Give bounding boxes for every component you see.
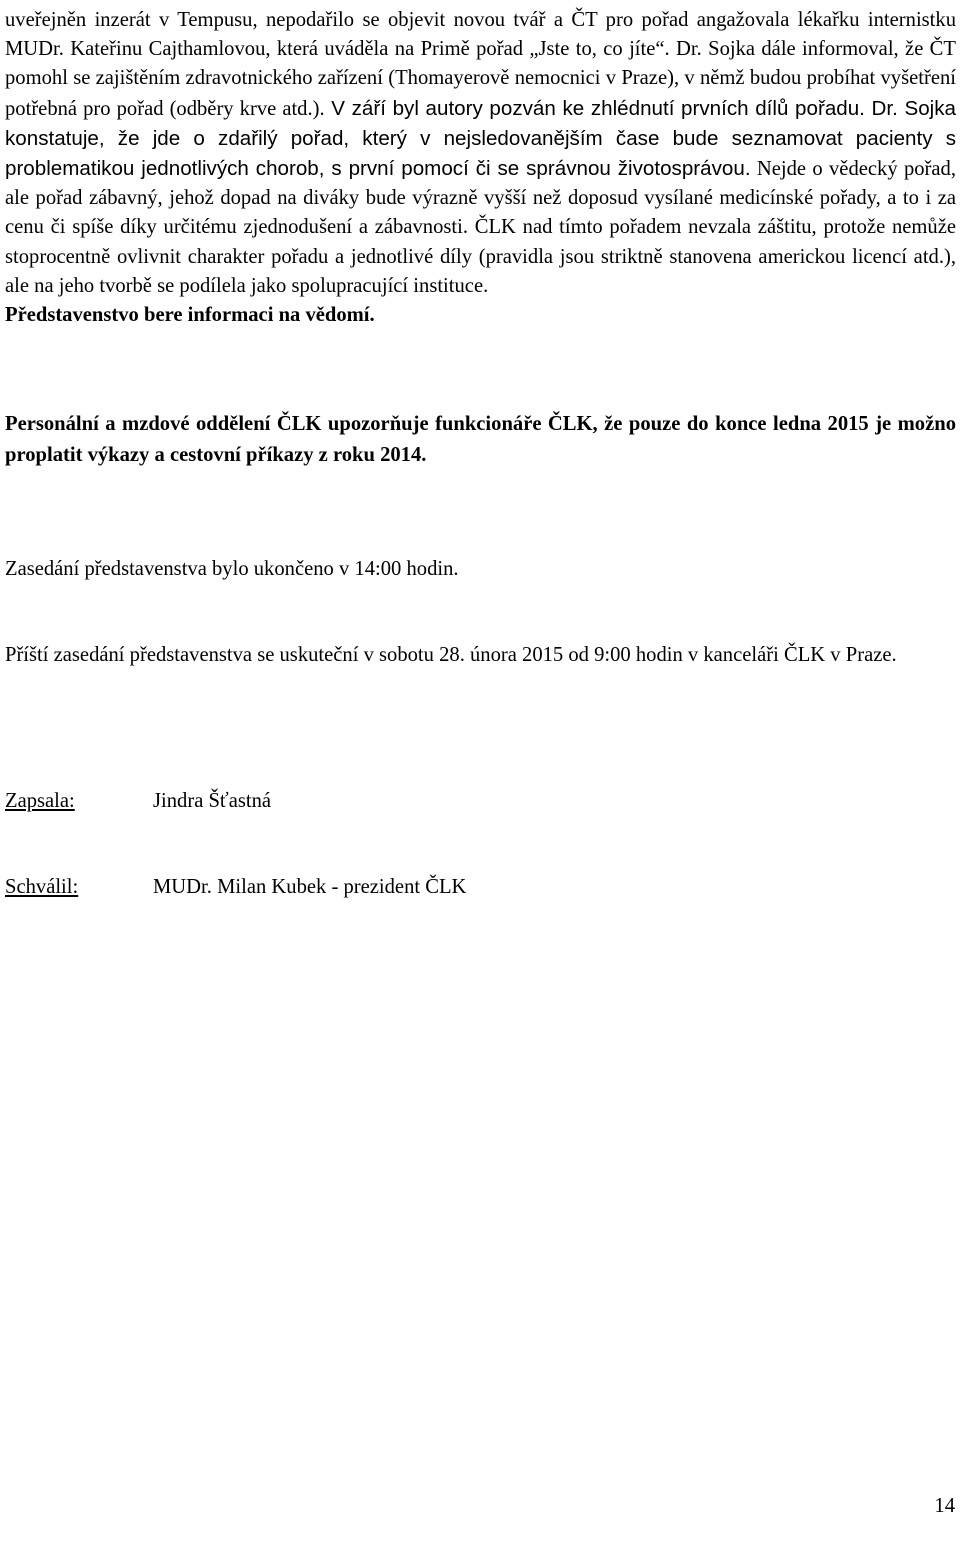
paragraph-part-serif-c: Nejde o vědecký pořad, ale pořad zábavný, jehož dopad na diváky bude výrazně vyšší než doposud vysílané medicínské pořady, a to i za cenu či spíše díky určitému zjednodušení a zábavnosti. ČLK nad tímto pořadem nevzala záštitu, protože nemůže stoprocentně ovlivnit charakter pořadu a jednotlivé díly (pravidla jsou striktně stanovena americkou licencí atd.), ale na jeho tvorbě se podílela jako spolupracující instituce.	[5, 158, 956, 297]
page-number: 14	[934, 1495, 955, 1517]
signature-recorded	[5, 787, 271, 816]
signature-approved	[5, 873, 466, 902]
approved-label: Schválil:	[5, 876, 79, 898]
paragraph-part-sans-b: V září byl autory pozván ke zhlédnutí prvních dílů pořadu. Dr. Sojka konstatuje, že jde o zdařilý pořad, který v nejsledovanějším čase bude seznamovat pacienty s problematikou jednotlivých chorob, s první pomocí či se správnou životosprávou.	[5, 96, 956, 181]
hr-notice: Personální a mzdové oddělení ČLK upozorňuje funkcionáře ČLK, že pouze do konce ledna 2015 je možno proplatit výkazy a cestovní příkazy z roku 2014.	[5, 413, 956, 466]
next-meeting: Příští zasedání představenstva se uskuteční v sobotu 28. února 2015 od 9:00 hodin v kanceláři ČLK v Praze.	[5, 644, 897, 666]
closing-statement: Zasedání představenstva bylo ukončeno v 14:00 hodin.	[5, 558, 459, 580]
recorded-name: Jindra Šťastná	[153, 790, 272, 812]
paragraph-tv-program	[5, 6, 956, 330]
recorded-label: Zapsala:	[5, 790, 75, 812]
approved-name: MUDr. Milan Kubek - prezident ČLK	[153, 876, 467, 898]
paragraph-part-serif-a: uveřejněn inzerát v Tempusu, nepodařilo se objevit novou tvář a ČT pro pořad angažovala lékařku internistku MUDr. Kateřinu Cajthamlovou, která uváděla na Primě pořad „Jste to, co jíte“. Dr. Sojka dále informoval, že ČT pomohl se zajištěním zdravotnického zařízení (Thomayerově nemocnici v Praze), v němž budou probíhat vyšetření potřebná pro pořad (odběry krve atd.).	[5, 9, 956, 120]
board-resolution: Představenstvo bere informaci na vědomí.	[5, 304, 375, 327]
